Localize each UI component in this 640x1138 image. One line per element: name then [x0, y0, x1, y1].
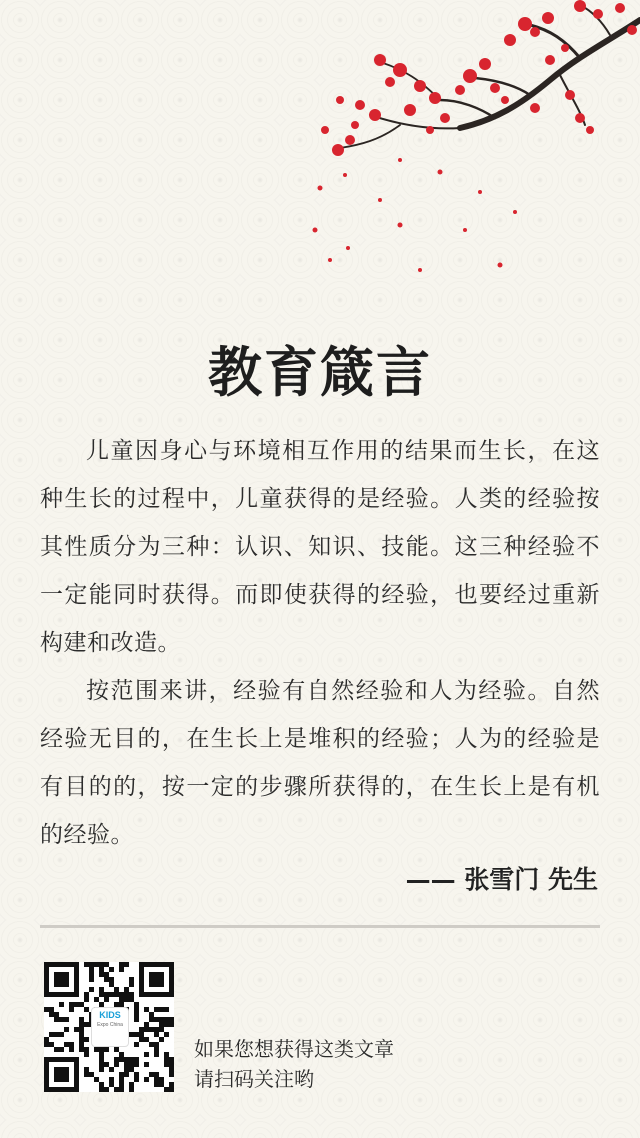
page-title: 教育箴言 — [208, 340, 432, 404]
quote-paragraph: 儿童因身心与环境相互作用的结果而生长，在这种生长的过程中，儿童获得的是经验。人类的经验按其性质分为三种：认识、知识、技能。这三种经验不一定能同时获得。而即使获得的经验，也要经过重新构建和改造。 — [40, 438, 600, 656]
follow-caption — [194, 1034, 394, 1094]
quote-author: —— 张雪门 先生 — [405, 865, 598, 894]
quote-paragraph: 按范围来讲，经验有自然经验和人为经验。自然经验无目的，在生长上是堆积的经验；人为的经验是有目的的，按一定的步骤所获得的，在生长上是有机的经验。 — [40, 678, 600, 848]
plum-blossom-illustration — [280, 0, 640, 320]
qr-logo — [91, 1007, 129, 1047]
qr-logo-subtext: Expo China — [97, 1022, 123, 1028]
quote-body — [40, 427, 600, 859]
qr-logo-text: KIDS — [99, 1010, 121, 1020]
divider — [40, 925, 600, 928]
caption-line: 请扫码关注哟 — [194, 1067, 314, 1091]
qr-code — [44, 962, 174, 1092]
caption-line: 如果您想获得这类文章 — [194, 1037, 394, 1061]
